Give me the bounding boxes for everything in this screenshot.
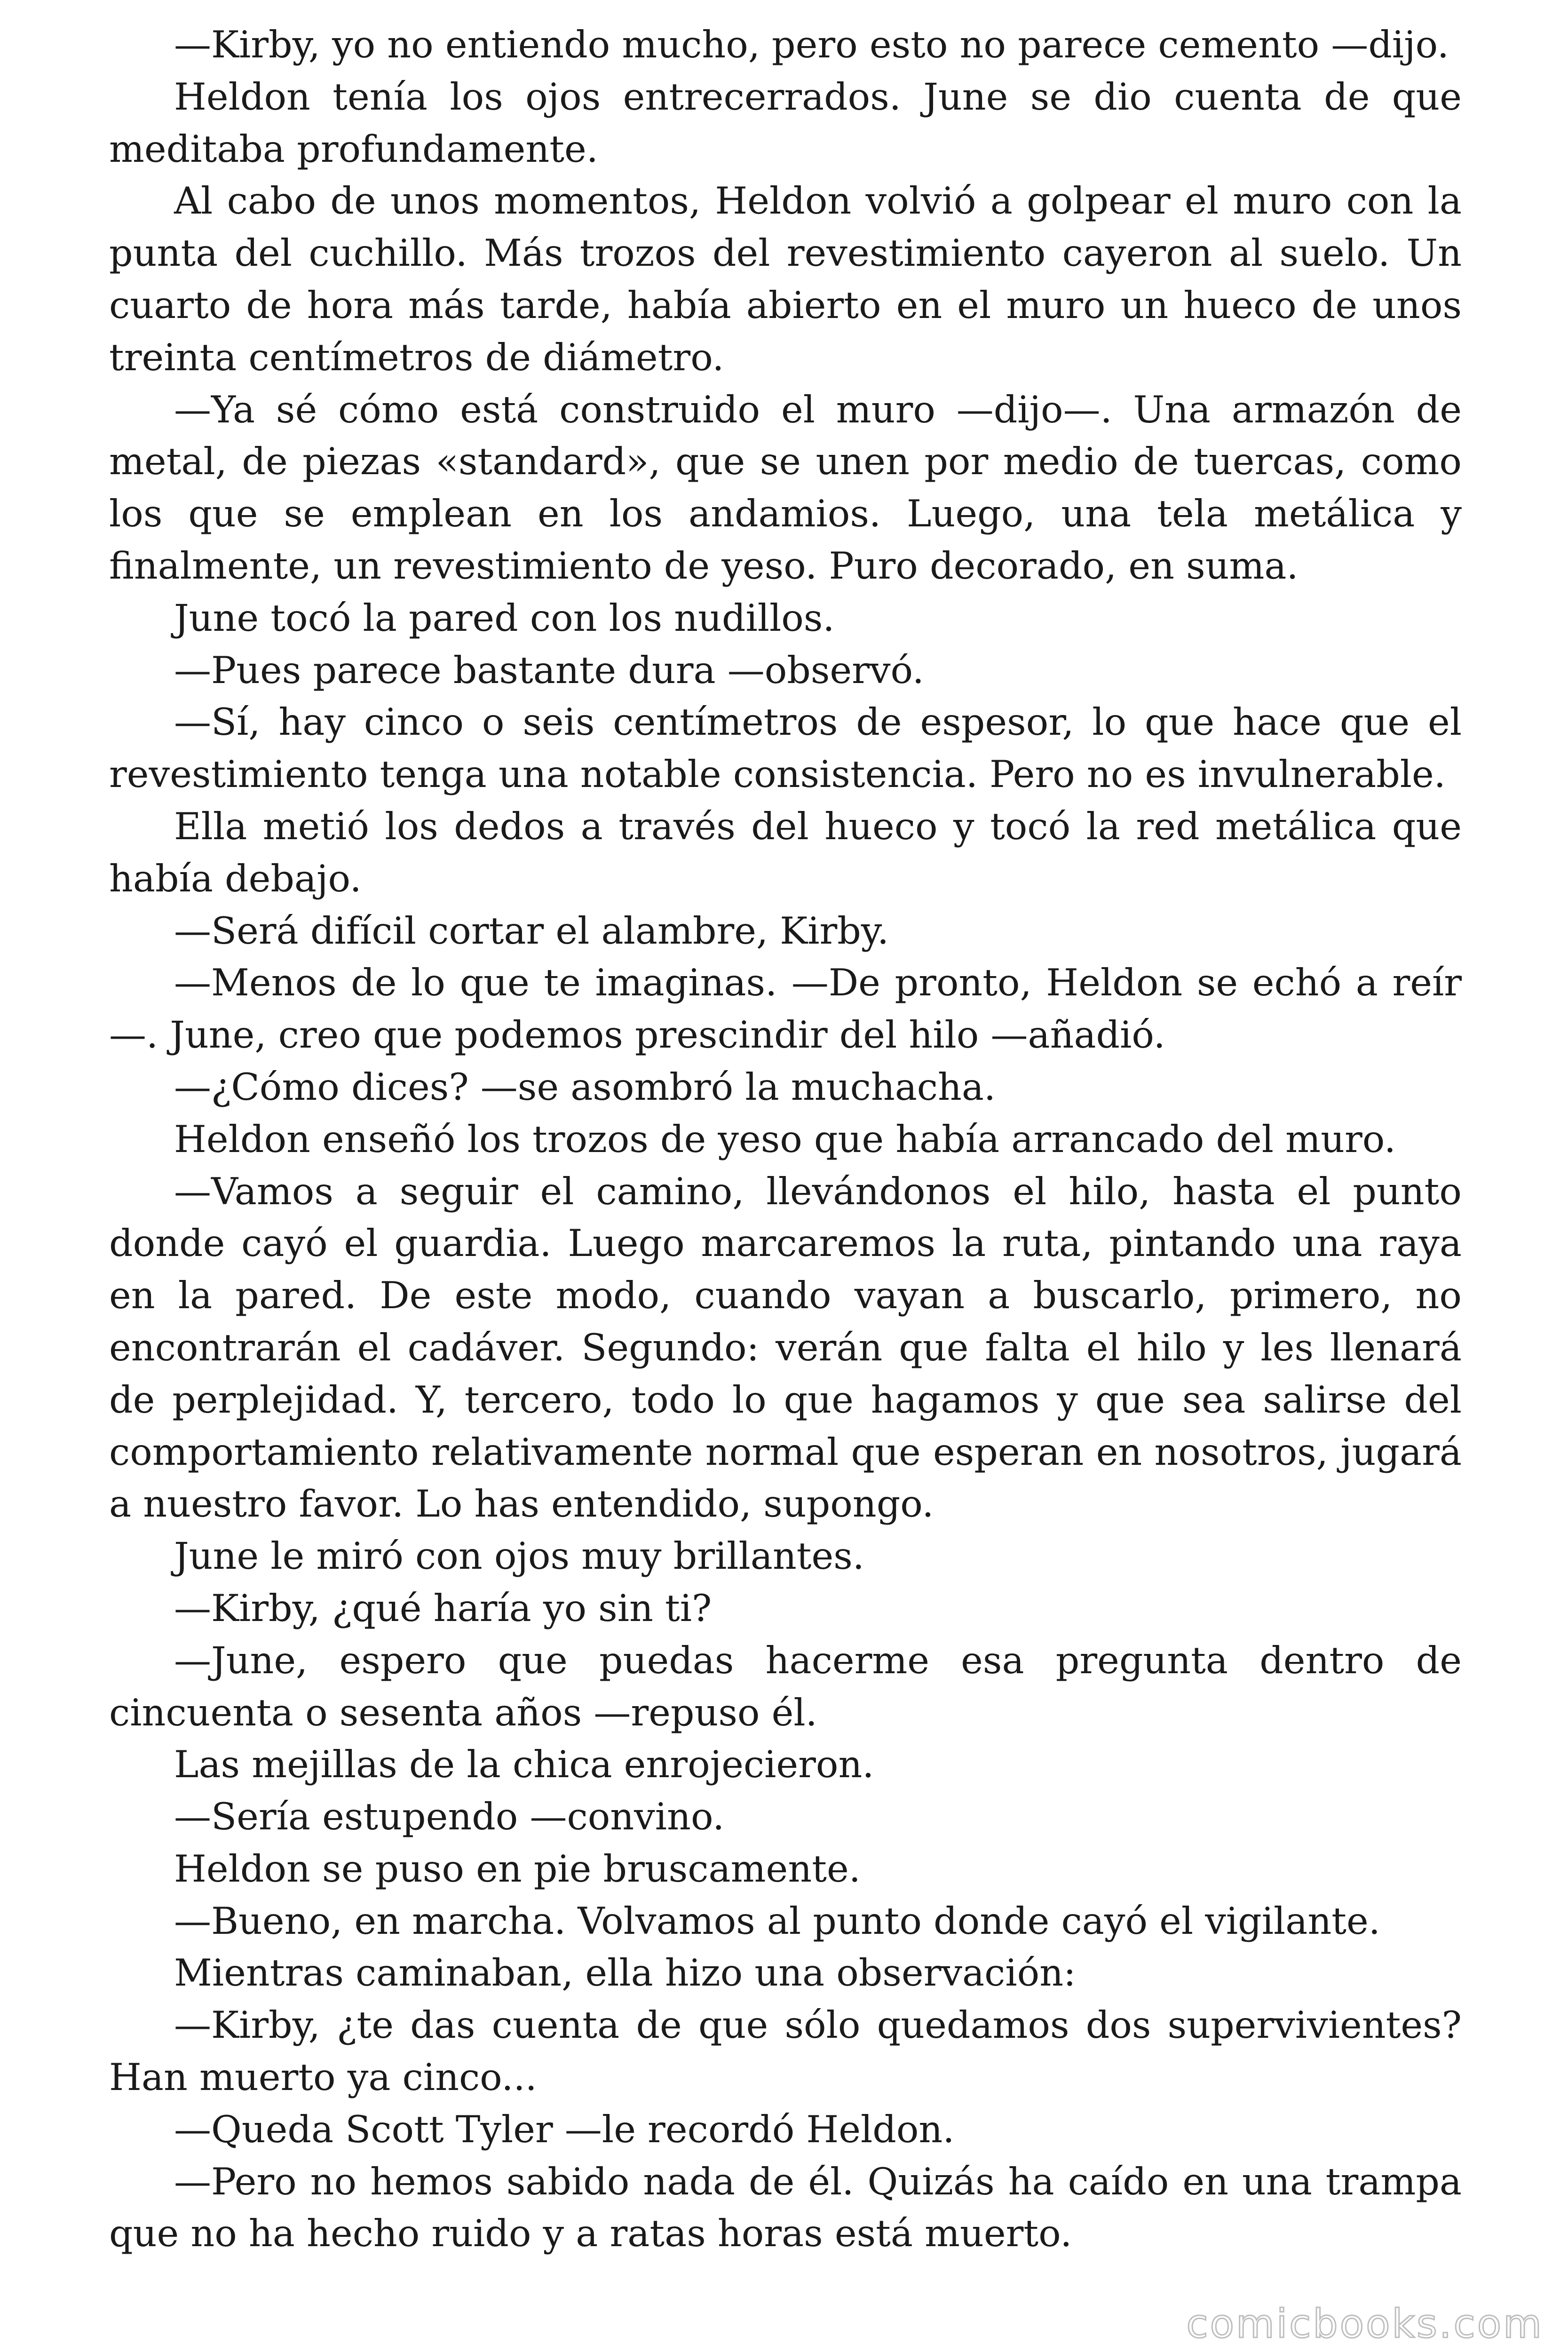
- paragraph: —Sí, hay cinco o seis centímetros de espesor, lo que hace que el revestimiento tenga una notable consistencia. Pero no es invulnerable.: [109, 700, 1462, 796]
- paragraph: Heldon enseñó los trozos de yeso que había arrancado del muro.: [174, 1117, 1396, 1161]
- book-page: [109, 19, 1462, 2324]
- paragraph: —Será difícil cortar el alambre, Kirby.: [174, 909, 889, 953]
- paragraph: June tocó la pared con los nudillos.: [174, 596, 835, 640]
- paragraph: —Pero no hemos sabido nada de él. Quizás ha caído en una trampa que no ha hecho ruido y a ratas horas está muerto.: [109, 2160, 1462, 2256]
- paragraph: —¿Cómo dices? —se asombró la muchacha.: [174, 1065, 996, 1109]
- paragraph: Ella metió los dedos a través del hueco y tocó la red metálica que había debajo.: [109, 804, 1462, 900]
- paragraph: —Menos de lo que te imaginas. —De pronto, Heldon se echó a reír —. June, creo que podemos prescindir del hilo —añadió.: [109, 961, 1462, 1057]
- paragraph: —Ya sé cómo está construido el muro —dijo—. Una armazón de metal, de piezas «standard», que se unen por medio de tuercas, como los que se emplean en los andamios. Luego, una tela metálica y finalmente, un revestimiento de yeso. Puro decorado, en suma.: [109, 388, 1462, 588]
- paragraph: —Pues parece bastante dura —observó.: [174, 648, 924, 692]
- paragraph: Heldon tenía los ojos entrecerrados. June se dio cuenta de que meditaba profundamente.: [109, 75, 1462, 171]
- paragraph: —Kirby, ¿qué haría yo sin ti?: [174, 1586, 712, 1630]
- paragraph: Heldon se puso en pie bruscamente.: [174, 1847, 861, 1891]
- paragraph: Las mejillas de la chica enrojecieron.: [174, 1743, 874, 1787]
- paragraph: Al cabo de unos momentos, Heldon volvió a golpear el muro con la punta del cuchillo. Más trozos del revestimiento cayeron al suelo. Un cuarto de hora más tarde, había abierto en el muro un hueco de unos treinta centímetros de diámetro.: [109, 179, 1462, 379]
- paragraph: —Queda Scott Tyler —le recordó Heldon.: [174, 2107, 955, 2151]
- paragraph: Mientras caminaban, ella hizo una observación:: [174, 1951, 1076, 1995]
- watermark: comicbooks.com: [1186, 2301, 1544, 2347]
- paragraph: —Bueno, en marcha. Volvamos al punto donde cayó el vigilante.: [174, 1899, 1380, 1943]
- paragraph: —Sería estupendo —convino.: [174, 1795, 725, 1839]
- paragraph: —June, espero que puedas hacerme esa pregunta dentro de cincuenta o sesenta años —repuso él.: [109, 1638, 1462, 1734]
- paragraph: —Kirby, yo no entiendo mucho, pero esto no parece cemento —dijo.: [174, 23, 1449, 66]
- paragraph: —Vamos a seguir el camino, llevándonos el hilo, hasta el punto donde cayó el guardia. Luego marcaremos la ruta, pintando una raya en la pared. De este modo, cuando vayan a buscarlo, primero, no encontrarán el cadáver. Segundo: verán que falta el hilo y les llenará de perplejidad. Y, tercero, todo lo que hagamos y que sea salirse del comportamiento relativamente normal que esperan en nosotros, jugará a nuestro favor. Lo has entendido, supongo.: [109, 1169, 1462, 1526]
- paragraph: June le miró con ojos muy brillantes.: [174, 1534, 864, 1578]
- paragraph: —Kirby, ¿te das cuenta de que sólo quedamos dos supervivientes? Han muerto ya cinco...: [109, 2003, 1462, 2099]
